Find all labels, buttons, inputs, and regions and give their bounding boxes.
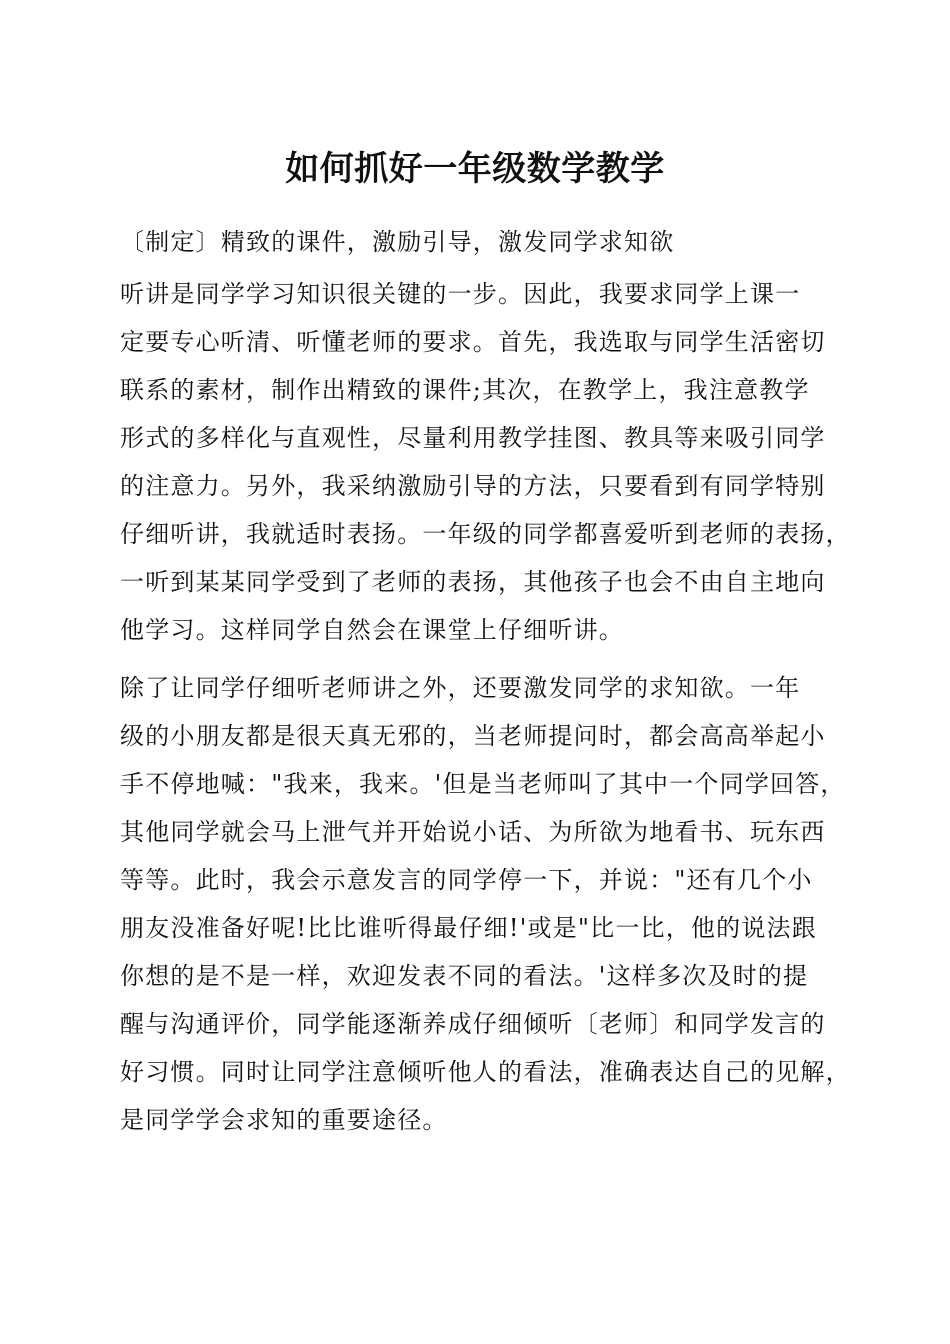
text-line: 形式的多样化与直观性，尽量利用教学挂图、教具等来吸引同学 xyxy=(120,424,826,452)
text-line: 等等。此时，我会示意发言的同学停一下，并说："还有几个小 xyxy=(120,866,813,894)
text-line: 是同学学会求知的重要途径。 xyxy=(120,1106,448,1134)
text-line: 醒与沟通评价，同学能逐渐养成仔细倾听〔老师〕和同学发言的 xyxy=(120,1010,826,1038)
text-line: 其他同学就会马上泄气并开始说小话、为所欲为地看书、玩东西 xyxy=(120,818,826,846)
text-line: 仔细听讲，我就适时表扬。一年级的同学都喜爱听到老师的表扬， xyxy=(120,520,851,548)
text-line: 好习惯。同时让同学注意倾听他人的看法，准确表达自己的见解， xyxy=(120,1058,851,1086)
text-line: 除了让同学仔细听老师讲之外，还要激发同学的求知欲。一年 xyxy=(120,674,801,702)
text-line: 听讲是同学学习知识很关键的一步。因此，我要求同学上课一 xyxy=(120,280,801,308)
text-line: 〔制定〕精致的课件，激励引导，激发同学求知欲 xyxy=(120,228,675,256)
text-line: 朋友没准备好呢!比比谁听得最仔细!'或是"比一比，他的说法跟 xyxy=(120,914,817,942)
text-line: 联系的素材，制作出精致的课件;其次，在教学上，我注意教学 xyxy=(120,376,810,404)
text-line: 你想的是不是一样，欢迎发表不同的看法。'这样多次及时的提 xyxy=(120,962,809,990)
text-line: 一听到某某同学受到了老师的表扬，其他孩子也会不由自主地向 xyxy=(120,568,826,596)
text-line: 定要专心听清、听懂老师的要求。首先，我选取与同学生活密切 xyxy=(120,328,826,356)
text-line: 级的小朋友都是很天真无邪的，当老师提问时，都会高高举起小 xyxy=(120,722,826,750)
document-title: 如何抓好一年级数学教学 xyxy=(285,149,665,189)
text-line: 手不停地喊："我来，我来。'但是当老师叫了其中一个同学回答， xyxy=(120,770,846,798)
text-line: 的注意力。另外，我采纳激励引导的方法，只要看到有同学特别 xyxy=(120,472,826,500)
text-line: 他学习。这样同学自然会在课堂上仔细听讲。 xyxy=(120,616,624,644)
